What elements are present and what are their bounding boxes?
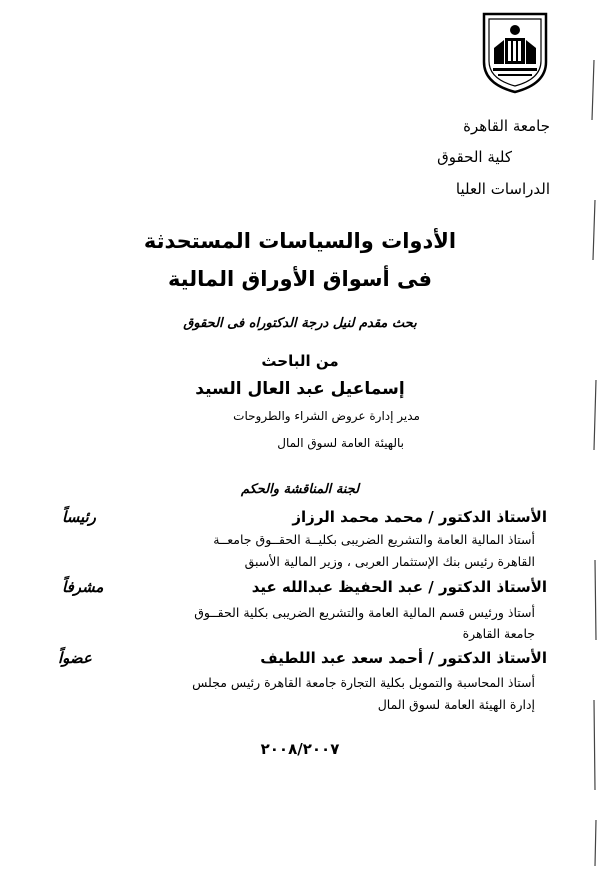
committee-member-2-desc-2: جامعة القاهرة	[462, 626, 535, 641]
committee-member-1-name: الأستاذ الدكتور / محمد محمد الرزاز	[292, 508, 547, 526]
committee-member-3-role: عضواً	[58, 649, 92, 667]
committee-member-2-role: مشرفاً	[62, 578, 104, 596]
committee-member-1-desc-1: أستاذ المالية العامة والتشريع الضريبى بكليــة الحقــوق جامعــة	[213, 532, 535, 547]
academic-year: ٢٠٠٨/٢٠٠٧	[260, 740, 340, 758]
author-name: إسماعيل عبد العال السيد	[195, 379, 405, 399]
committee-member-3-desc-2: إدارة الهيئة العامة لسوق المال	[377, 697, 535, 712]
author-position-line-2: بالهيئة العامة لسوق المال	[277, 436, 404, 450]
thesis-subtitle: بحث مقدم لنيل درجة الدكتوراه فى الحقوق	[183, 316, 417, 331]
committee-member-3-name: الأستاذ الدكتور / أحمد سعد عبد اللطيف	[260, 649, 547, 667]
committee-member-1-desc-2: القاهرة رئيس بنك الإستثمار العربى ، وزير المالية الأسبق	[244, 554, 535, 569]
university-name: جامعة القاهرة	[463, 117, 550, 135]
author-label: من الباحث	[261, 352, 339, 370]
committee-title: لجنة المناقشة والحكم	[240, 482, 360, 497]
committee-member-3-desc-1: أستاذ المحاسبة والتمويل بكلية التجارة جامعة القاهرة رئيس مجلس	[192, 675, 535, 690]
scan-edge-artifact	[586, 0, 600, 872]
author-position-line-1: مدير إدارة عروض الشراء والطروحات	[233, 409, 420, 423]
thesis-title-line-2: فى أسواق الأوراق المالية	[167, 267, 433, 291]
cairo-university-seal-icon	[480, 10, 550, 94]
faculty-name: كلية الحقوق	[437, 148, 512, 166]
department-name: الدراسات العليا	[455, 180, 550, 198]
committee-member-1-role: رئيساً	[62, 508, 96, 526]
thesis-title-line-1: الأدوات والسياسات المستحدثة	[143, 229, 457, 253]
committee-member-2-name: الأستاذ الدكتور / عبد الحفيظ عبدالله عيد	[251, 578, 547, 596]
committee-member-2-desc-1: أستاذ ورئيس قسم المالية العامة والتشريع الضريبى بكلية الحقــوق	[194, 605, 535, 620]
